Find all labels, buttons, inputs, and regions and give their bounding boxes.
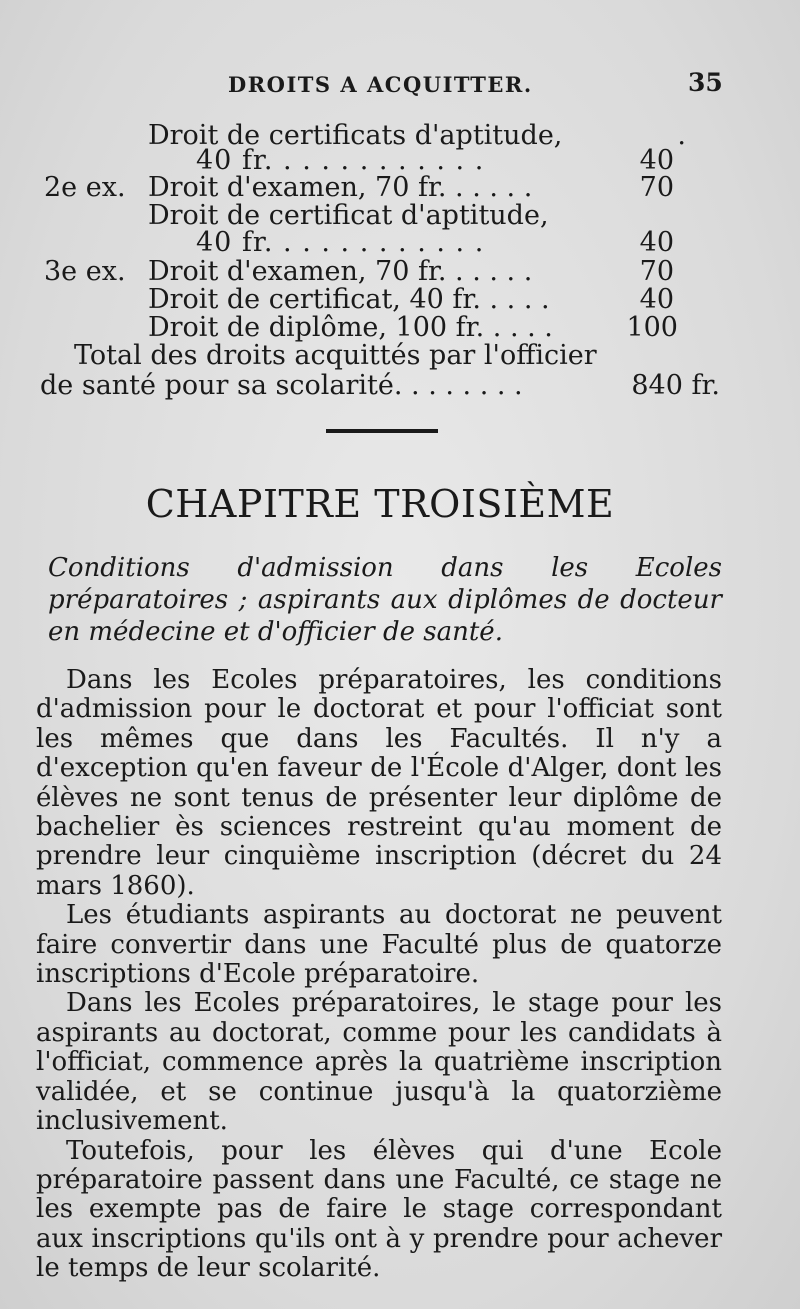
fee-text: Droit d'examen, 70 fr. . . . . . [148, 256, 533, 287]
fee-amount: 40 [639, 227, 674, 258]
fee-amount: 100 [626, 312, 678, 343]
exam-label: 3e ex. [44, 256, 126, 287]
page-number: 35 [688, 68, 723, 97]
chapter-title: CHAPITRE TROISIÈME [145, 482, 615, 526]
fee-amount: 40 [639, 145, 674, 176]
running-head: DROITS A ACQUITTER. [228, 72, 533, 97]
fee-text: Droit de certificat, 40 fr. . . . . [148, 284, 550, 315]
fee-text: 40 fr. . . . . . . . . . . . [196, 145, 485, 176]
fee-amount: 70 [639, 256, 674, 287]
chapter-subtitle-text: Conditions d'admission dans les Ecoles préparatoires ; aspirants aux diplômes de docteur en médecine et d'officier de santé. [48, 553, 722, 647]
body-text [36, 666, 722, 1284]
fee-total-amount: 840 fr. [631, 370, 720, 401]
paragraph: Les étudiants aspirants au doctorat ne peuvent faire convertir dans une Faculté plus de quatorze inscriptions d'Ecole préparatoire. [36, 900, 722, 990]
paragraph: Dans les Ecoles préparatoires, les conditions d'admission pour le doctorat et pour l'officiat sont les mêmes que dans les Facultés. Il n'y a d'exception qu'en faveur de l'École d'Alger, dont les élèves ne sont tenus de présenter leur diplôme de bachelier ès sciences restreint qu'au moment de prendre leur cinquième inscription (décret du 24 mars 1860). [36, 665, 722, 901]
page-header [0, 64, 800, 104]
fee-line [44, 227, 674, 259]
fee-text: Droit de certificat d'aptitude, [148, 200, 549, 231]
fee-text: Droit d'examen, 70 fr. . . . . . [148, 172, 533, 203]
fee-text: Total des droits acquittés par l'officier [74, 340, 597, 371]
section-divider [326, 429, 438, 433]
fee-amount: 40 [639, 284, 674, 315]
exam-label: 2e ex. [44, 172, 126, 203]
chapter-subtitle [48, 552, 722, 648]
fee-text: 40 fr. . . . . . . . . . . . [196, 227, 485, 258]
fee-line [74, 340, 694, 372]
fee-amount: 70 [639, 172, 674, 203]
fee-text: de santé pour sa scolarité. . . . . . . . [40, 370, 523, 401]
fee-total-line [40, 370, 720, 402]
fee-amount: . [677, 120, 686, 151]
paragraph: Toutefois, pour les élèves qui d'une Ecole préparatoire passent dans une Faculté, ce stage ne les exempte pas de faire le stage correspondant aux inscriptions qu'ils ont à y prendre pour achever le temps de leur scolarité. [36, 1135, 722, 1284]
fee-text: Droit de certificats d'aptitude, [148, 120, 563, 151]
paragraph: Dans les Ecoles préparatoires, le stage pour les aspirants au doctorat, comme pour les candidats à l'officiat, commence après la quatrième inscription validée, et se continue jusqu'à la quatorzième inclusivement. [36, 988, 722, 1137]
fee-text: Droit de diplôme, 100 fr. . . . . [148, 312, 553, 343]
